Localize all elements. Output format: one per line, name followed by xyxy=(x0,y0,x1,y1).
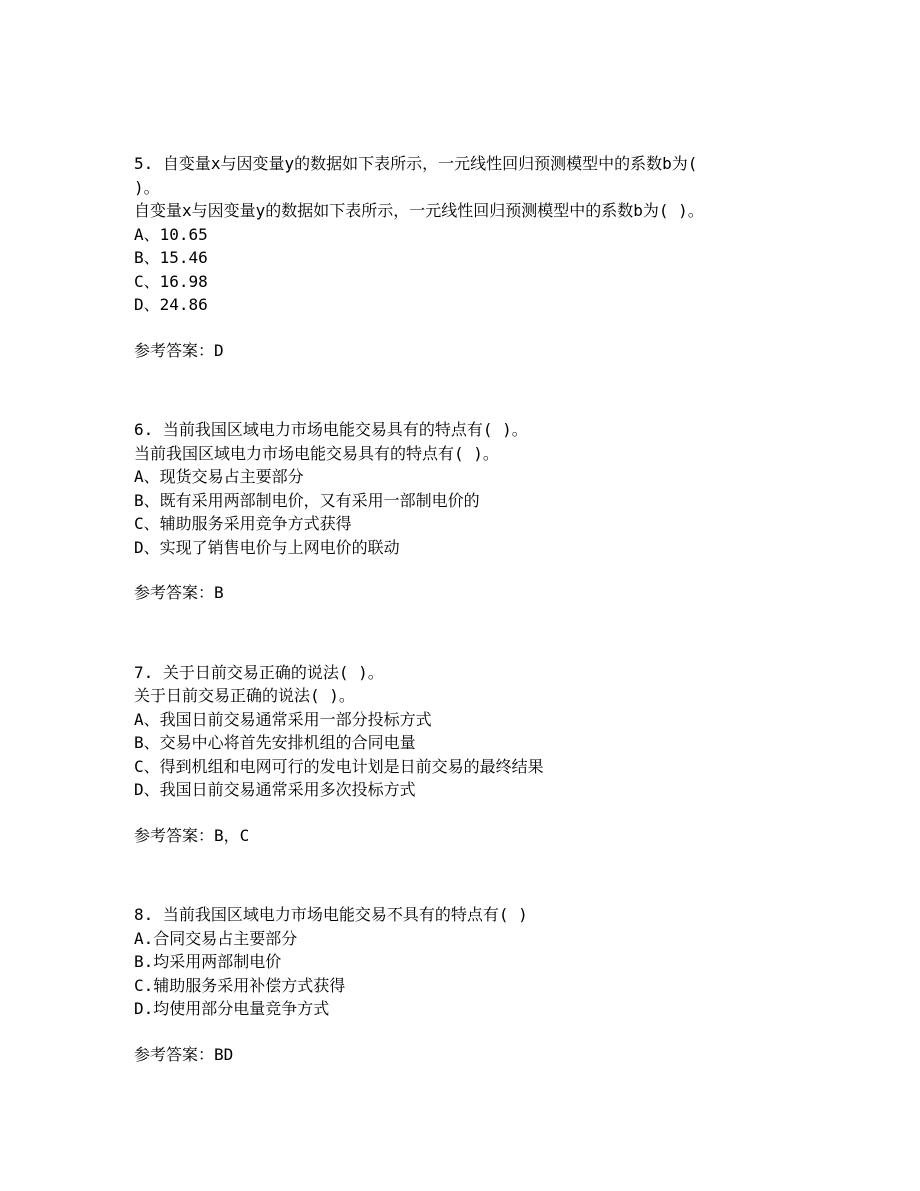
question-stem: 当前我国区域电力市场电能交易具有的特点有( )。 xyxy=(134,443,499,463)
option-a: A、现货交易占主要部分 xyxy=(134,467,304,486)
option-b: B、15.46 xyxy=(134,248,208,267)
option-b: B、既有采用两部制电价，又有采用一部制电价的 xyxy=(134,490,480,510)
reference-answer: 参考答案：B，C xyxy=(134,825,250,845)
option-c: C、16.98 xyxy=(134,271,208,291)
option-a: A、10.65 xyxy=(134,224,208,244)
option-d: D.均使用部分电量竞争方式 xyxy=(134,999,330,1018)
option-c: C.辅助服务采用补偿方式获得 xyxy=(134,975,346,995)
question-title: 7. 关于日前交易正确的说法( )。 xyxy=(134,662,384,682)
question-stem: 自变量x与因变量y的数据如下表所示，一元线性回归预测模型中的系数b为( )。 xyxy=(134,201,704,220)
reference-answer: 参考答案：B xyxy=(134,583,224,602)
reference-answer: 参考答案：D xyxy=(134,340,224,360)
reference-answer: 参考答案：BD xyxy=(134,1044,234,1064)
option-c: C、得到机组和电网可行的发电计划是日前交易的最终结果 xyxy=(134,756,544,776)
option-c: C、辅助服务采用竞争方式获得 xyxy=(134,514,352,533)
option-d: D、我国日前交易通常采用多次投标方式 xyxy=(134,780,416,799)
question-title: 8. 当前我国区域电力市场电能交易不具有的特点有( ) xyxy=(134,905,528,924)
question-6 xyxy=(134,418,894,605)
option-b: B.均采用两部制电价 xyxy=(134,952,282,971)
document-page xyxy=(134,152,894,1066)
question-5 xyxy=(134,152,894,362)
option-d: D、实现了销售电价与上网电价的联动 xyxy=(134,537,400,557)
question-title: 5. 自变量x与因变量y的数据如下表所示，一元线性回归预测模型中的系数b为( )。 xyxy=(134,154,698,197)
option-a: A、我国日前交易通常采用一部分投标方式 xyxy=(134,709,432,729)
question-7 xyxy=(134,661,894,848)
option-a: A.合同交易占主要部分 xyxy=(134,928,298,948)
option-b: B、交易中心将首先安排机组的合同电量 xyxy=(134,733,416,752)
option-d: D、24.86 xyxy=(134,295,208,314)
question-title: 6. 当前我国区域电力市场电能交易具有的特点有( )。 xyxy=(134,420,528,439)
question-stem: 关于日前交易正确的说法( )。 xyxy=(134,686,355,705)
question-8 xyxy=(134,903,894,1066)
